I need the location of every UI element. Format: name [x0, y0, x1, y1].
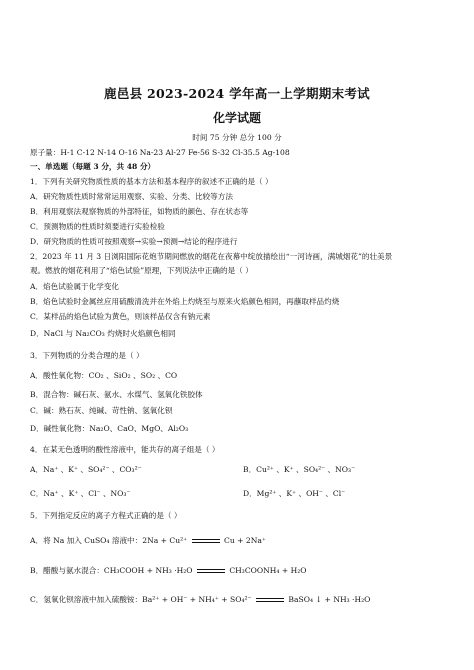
q3-stem: 3．下列物质的分类合理的是（ ）	[30, 351, 144, 360]
q3-option-c: C．碱：熟石灰、纯碱、苛性钠、氢氧化钡	[30, 406, 173, 415]
q3-option-d: D．碱性氧化物：Na₂O、CaO、MgO、Al₂O₃	[30, 424, 189, 433]
q5-b-reactants: B．醋酸与氨水混合：CH₃COOH + NH₃ ·H₂O	[30, 566, 193, 575]
q3-option-a: A．酸性氧化物：CO₂ 、SiO₂ 、SO₂ 、CO	[30, 371, 178, 380]
equals-sign-icon	[256, 598, 284, 602]
q3-option-b: B．混合物：碱石灰、氨水、水煤气、氢氧化铁胶体	[30, 390, 203, 399]
exam-title: 鹿邑县 2023-2024 学年高一上学期期末考试	[104, 86, 370, 101]
precipitate-arrow-icon: ↓	[315, 595, 323, 604]
q2-option-a: A．焰色试验属于化学变化	[30, 282, 120, 291]
q4-option-d: D．Mg²⁺ 、K⁺ 、OH⁻ 、Cl⁻	[243, 489, 346, 498]
q5-c-precipitate: BaSO₄	[288, 595, 313, 604]
atomic-masses: 原子量：H-1 C-12 N-14 O-16 Na-23 Al-27 Fe-56 S-32 Cl-35.5 Ag-108	[30, 148, 290, 157]
subject-title: 化学试题	[212, 111, 261, 125]
q2-option-c: C．某样品的焰色试验为黄色，则该样品仅含有钠元素	[30, 312, 211, 321]
q5-a-reactants: A．将 Na 加入 CuSO₄ 溶液中：2Na + Cu²⁺	[30, 536, 188, 545]
q2-option-d: D．NaCl 与 Na₂CO₃ 灼烧时火焰颜色相同	[30, 329, 176, 338]
q5-c-products: + NH₃ ·H₂O	[324, 595, 371, 604]
q5-c-reactants: C．氢氧化钡溶液中加入硫酸铵：Ba²⁺ + OH⁻ + NH₄⁺ + SO₄²⁻	[30, 595, 252, 604]
q1-option-c: C．预测物质的性质时须要进行实验检验	[30, 222, 165, 231]
q1-option-b: B．利用观察法观察物质的外部特征，如物质的颜色、存在状态等	[30, 207, 249, 216]
section-heading: 一、单选题（每题 3 分，共 48 分）	[30, 162, 156, 171]
q2-stem-line2: 观。燃放的烟花利用了“焰色试验”原理，下列说法中正确的是（ ）	[30, 266, 253, 275]
q2-stem-line1: 2．2023 年 11 月 3 日浏阳国际花炮节期间燃放的烟花在夜幕中绽放描绘出“一河诗画，满城烟花”的壮美景	[30, 252, 393, 261]
q1-option-a: A．研究物质性质时常常运用观察、实验、分类、比较等方法	[30, 192, 233, 201]
q5-a-products: Cu + 2Na⁺	[224, 536, 266, 545]
q4-option-c: C．Na⁺ 、K⁺ 、Cl⁻ 、NO₃⁻	[30, 489, 131, 498]
equals-sign-icon	[192, 539, 220, 543]
q5-option-c	[30, 595, 454, 606]
q4-stem: 4．在某无色透明的酸性溶液中，能共存的离子组是（ ）	[30, 445, 220, 454]
q1-option-d: D．研究物质的性质可按照观察→实验→预测→结论的程序进行	[30, 237, 238, 246]
q4-option-b: B．Cu²⁺ 、K⁺ 、SO₄²⁻ 、NO₃⁻	[243, 465, 356, 474]
q2-option-b: B．焰色试验时金属丝应用硫酸清洗并在外焰上灼烧至与原来火焰颜色相同，再蘸取样品灼烧	[30, 297, 340, 306]
q5-stem: 5．下列指定反应的离子方程式正确的是（ ）	[30, 511, 182, 520]
equals-sign-icon	[197, 569, 225, 573]
q1-stem: 1．下列有关研究物质性质的基本方法和基本程序的叙述不正确的是（ ）	[30, 177, 273, 186]
q5-option-b	[30, 566, 454, 576]
time-info: 时间 75 分钟 总分 100 分	[192, 133, 282, 142]
q4-option-a: A．Na⁺ 、K⁺ 、SO₄²⁻ 、CO₃²⁻	[30, 465, 142, 474]
q5-option-a	[30, 536, 454, 546]
q5-b-products: CH₃COONH₄ + H₂O	[229, 566, 307, 575]
